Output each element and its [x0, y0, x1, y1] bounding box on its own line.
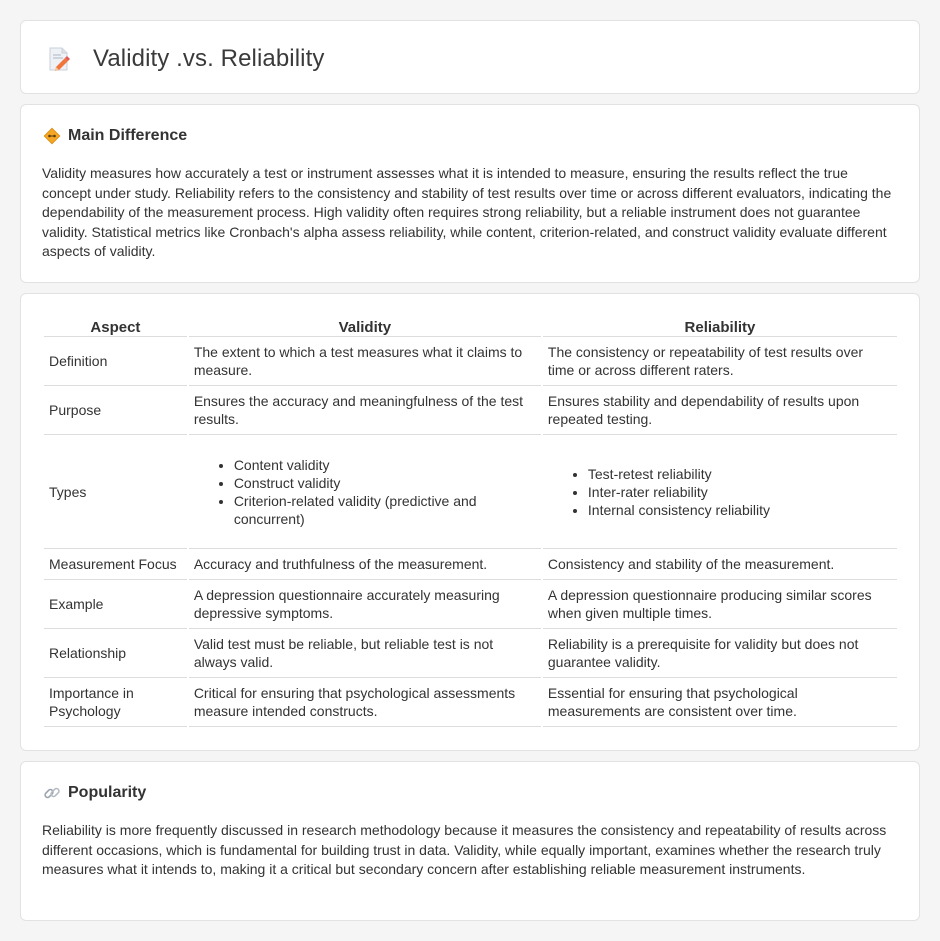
validity-types-list	[194, 456, 536, 528]
row-reliability: A depression questionnaire producing similar scores when given multiple times.	[543, 580, 897, 629]
row-aspect: Importance in Psychology	[44, 678, 187, 727]
row-validity: A depression questionnaire accurately measuring depressive symptoms.	[189, 580, 541, 629]
row-aspect: Relationship	[44, 629, 187, 678]
row-validity: The extent to which a test measures what it claims to measure.	[189, 337, 541, 386]
document-edit-icon	[47, 46, 71, 72]
row-validity: Ensures the accuracy and meaningfulness of the test results.	[189, 386, 541, 435]
row-aspect: Types	[44, 435, 187, 549]
table-row	[44, 580, 897, 629]
popularity-card	[20, 761, 920, 921]
list-item: • Test-retest reliability	[588, 465, 892, 483]
row-aspect: Example	[44, 580, 187, 629]
list-item: • Content validity	[234, 456, 536, 474]
popularity-heading-row	[43, 784, 146, 802]
title-card	[20, 20, 920, 94]
diamond-sign-icon	[43, 127, 61, 145]
main-difference-heading-row	[43, 127, 187, 145]
table-row	[44, 629, 897, 678]
table-row	[44, 678, 897, 727]
table-row	[44, 435, 897, 549]
row-reliability	[543, 435, 897, 549]
row-aspect: Definition	[44, 337, 187, 386]
main-difference-text: Validity measures how accurately a test or instrument assesses what it is intended to measure, ensuring the results reflect the true concept under study. Reliability refers to the consistency and stability of test results over time or across different evaluators, indicating the dependability of the measurement process. High validity often requires strong reliability, but a reliable instrument does not guarantee validity. Statistical metrics like Cronbach's alpha assess reliability, while content, criterion-related, and construct validity evaluate different aspects of validity.	[42, 165, 892, 259]
list-item: • Construct validity	[234, 474, 536, 492]
title-row	[47, 45, 324, 73]
header-validity: Validity	[189, 315, 541, 337]
page-title: Validity .vs. Reliability	[93, 45, 325, 72]
row-aspect: Measurement Focus	[44, 549, 187, 580]
table-row	[44, 549, 897, 580]
main-difference-card	[20, 104, 920, 283]
list-item: • Internal consistency reliability	[588, 501, 892, 519]
comparison-table	[42, 315, 899, 727]
row-reliability: Reliability is a prerequisite for validity but does not guarantee validity.	[543, 629, 897, 678]
row-reliability: Ensures stability and dependability of results upon repeated testing.	[543, 386, 897, 435]
list-item: • Inter-rater reliability	[588, 483, 892, 501]
header-aspect: Aspect	[44, 315, 187, 337]
comparison-table-card	[20, 293, 920, 751]
reliability-types-list	[548, 465, 892, 519]
row-aspect: Purpose	[44, 386, 187, 435]
table-row	[44, 337, 897, 386]
row-validity: Valid test must be reliable, but reliable test is not always valid.	[189, 629, 541, 678]
row-reliability: Consistency and stability of the measurement.	[543, 549, 897, 580]
popularity-heading: Popularity	[68, 784, 147, 801]
row-reliability: The consistency or repeatability of test results over time or across different raters.	[543, 337, 897, 386]
row-validity	[189, 435, 541, 549]
popularity-text: Reliability is more frequently discussed in research methodology because it measures the consistency and repeatability of results across different occasions, which is fundamental for building trust in data. Validity, while equally important, examines whether the research truly measures what it intends to, making it a critical but secondary concern after establishing reliable measurement instruments.	[42, 822, 887, 877]
main-difference-heading: Main Difference	[68, 127, 188, 144]
link-icon	[43, 784, 61, 802]
row-validity: Accuracy and truthfulness of the measurement.	[189, 549, 541, 580]
table-row	[44, 386, 897, 435]
row-reliability: Essential for ensuring that psychological measurements are consistent over time.	[543, 678, 897, 727]
header-reliability: Reliability	[543, 315, 897, 337]
row-validity: Critical for ensuring that psychological assessments measure intended constructs.	[189, 678, 541, 727]
list-item: • Criterion-related validity (predictive and concurrent)	[234, 492, 536, 528]
table-header-row	[44, 315, 897, 337]
